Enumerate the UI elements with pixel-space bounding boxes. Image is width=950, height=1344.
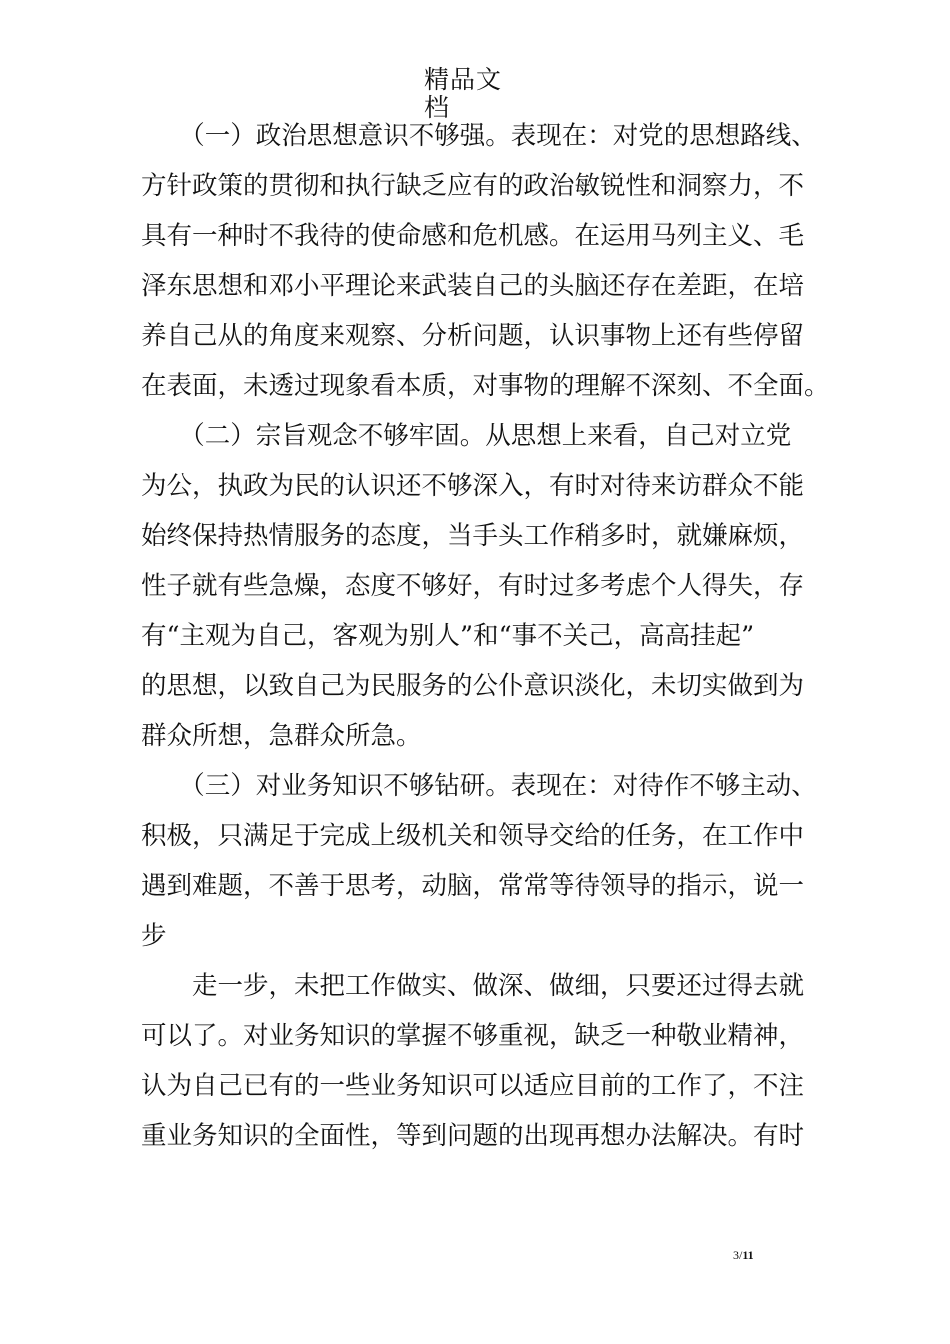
paragraph-business-knowledge: [141, 761, 831, 961]
text-line: 有“主观为自己，客观为别人”和“事不关己，高高挂起”: [141, 621, 755, 651]
text-line: （三）对业务知识不够钻研。表现在：对待作不够主动、: [141, 771, 817, 801]
paragraph-continuation: [141, 961, 831, 1161]
text-line: 遇到难题，不善于思考，动脑，常常等待领导的指示，说一: [141, 871, 805, 901]
text-line: 积极，只满足于完成上级机关和领导交给的任务，在工作中: [141, 821, 805, 851]
text-line: 认为自己已有的一些业务知识可以适应目前的工作了，不注: [141, 1071, 805, 1101]
text-line: 在表面，未透过现象看本质，对事物的理解不深刻、不全面。: [141, 371, 830, 401]
page-current: 3: [733, 1248, 739, 1262]
paragraph-purpose-concept: [141, 411, 831, 761]
text-line: （二）宗旨观念不够牢固。从思想上来看，自己对立党: [141, 421, 792, 451]
text-line: 始终保持热情服务的态度，当手头工作稍多时，就嫌麻烦，: [141, 521, 805, 551]
text-line: 重业务知识的全面性，等到问题的出现再想办法解决。有时: [141, 1121, 805, 1151]
text-line: （一）政治思想意识不够强。表现在：对党的思想路线、: [141, 121, 817, 151]
header-line-1: 精品文: [424, 65, 503, 94]
text-line: 养自己从的角度来观察、分析问题，认识事物上还有些停留: [141, 321, 805, 351]
text-line: 群众所想，急群众所急。: [141, 721, 422, 751]
header-line-2: 档: [424, 93, 451, 122]
page-total: 11: [742, 1248, 754, 1262]
text-line: 的思想，以致自己为民服务的公仆意识淡化，未切实做到为: [141, 671, 805, 701]
page-number: [733, 1248, 754, 1263]
text-line: 为公，执政为民的认识还不够深入，有时对待来访群众不能: [141, 471, 805, 501]
text-line: 泽东思想和邓小平理论来武装自己的头脑还存在差距，在培: [141, 271, 805, 301]
text-line: 具有一种时不我待的使命感和危机感。在运用马列主义、毛: [141, 221, 805, 251]
text-line: 走一步，未把工作做实、做深、做细，只要还过得去就: [141, 971, 805, 1001]
text-line: 方针政策的贯彻和执行缺乏应有的政治敏锐性和洞察力，不: [141, 171, 805, 201]
page-separator: /: [739, 1248, 743, 1262]
text-line: 性子就有些急燥，态度不够好，有时过多考虑个人得失，存: [141, 571, 805, 601]
text-line: 步: [141, 921, 167, 951]
paragraph-political-awareness: [141, 111, 831, 411]
text-line: 可以了。对业务知识的掌握不够重视，缺乏一种敬业精神，: [141, 1021, 805, 1051]
